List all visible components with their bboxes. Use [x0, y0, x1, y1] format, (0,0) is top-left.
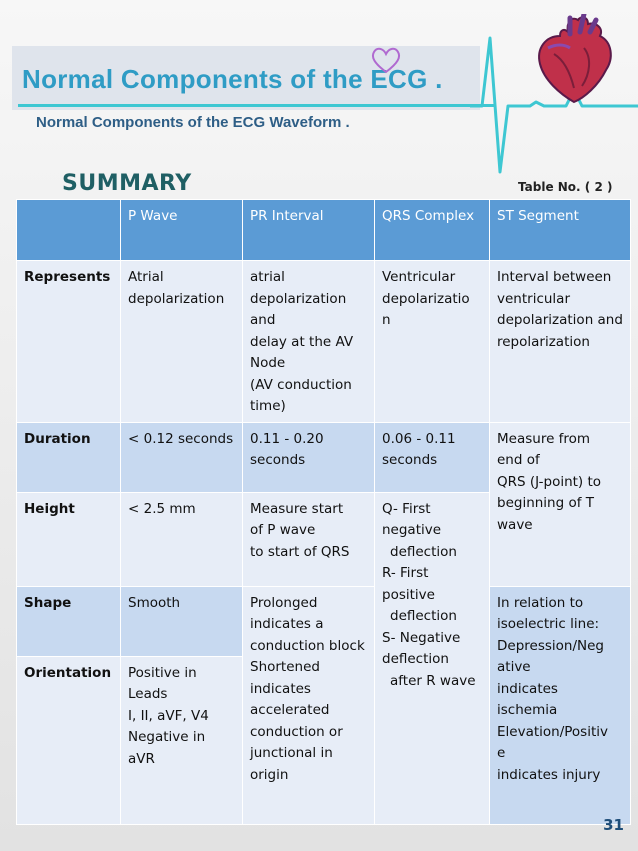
cell-line: ative — [497, 659, 531, 675]
cell-duration-height-st — [490, 422, 631, 586]
page-number: 31 — [603, 816, 624, 834]
cell-line: deflection — [382, 651, 449, 667]
cell-orientation-p-wave — [121, 656, 243, 824]
cell-line: to start of QRS — [250, 543, 350, 560]
cell-line: atrial — [250, 269, 285, 285]
cell-shape-orientation-st — [490, 586, 631, 824]
header-cell-p-wave: P Wave — [121, 200, 243, 261]
cell-line: Elevation/Positiv — [497, 723, 608, 740]
cell-line: indicates — [250, 680, 311, 697]
row-label-represents: Represents — [17, 261, 121, 423]
ecg-components-table — [16, 199, 631, 825]
cell-line: accelerated — [250, 702, 330, 718]
row-label-orientation: Orientation — [17, 656, 121, 824]
cell-line: wave — [497, 516, 533, 533]
summary-label: SUMMARY — [62, 171, 192, 196]
cell-line: Negative in — [128, 729, 206, 745]
cell-line: delay at the AV — [250, 333, 354, 350]
cell-line: S- Negative — [382, 629, 461, 646]
row-label-duration: Duration — [17, 422, 121, 492]
cell-line: Prolonged — [250, 594, 318, 611]
cell-height-pr-interval — [243, 492, 375, 586]
cell-line: Leads — [128, 686, 168, 702]
cell-duration-p-wave: < 0.12 seconds — [121, 422, 243, 492]
row-label-shape: Shape — [17, 586, 121, 656]
page-subtitle: Normal Components of the ECG Waveform . — [36, 114, 350, 131]
cell-represents-st: Interval between ventricular depolarization and repolarization — [490, 261, 631, 423]
cell-duration-qrs: 0.06 - 0.11 seconds — [375, 422, 490, 492]
cell-line: end of — [497, 452, 540, 468]
cell-line: I, II, aVF, V4 — [128, 707, 209, 724]
cell-line: time) — [250, 398, 286, 414]
header-cell-empty — [17, 200, 121, 261]
cell-line: ischemia — [497, 702, 558, 718]
heart-outline-icon — [370, 46, 402, 74]
header-cell-pr-interval: PR Interval — [243, 200, 375, 261]
table-row-shape — [17, 586, 631, 656]
cell-line: indicates a — [250, 616, 324, 632]
page-title: Normal Components of the ECG . — [22, 64, 443, 94]
cell-line: conduction block — [250, 637, 365, 654]
cell-line: Shortened — [250, 659, 320, 675]
cell-line: negative — [382, 522, 442, 538]
cell-line: origin — [250, 766, 289, 783]
cell-line: Depression/Neg — [497, 637, 604, 654]
cell-represents-qrs: Ventricular depolarizatio n — [375, 261, 490, 423]
cell-line: R- First — [382, 565, 429, 581]
cell-line: In relation to — [497, 594, 584, 611]
cell-line: Measure start — [250, 500, 344, 517]
cell-line: Positive in — [128, 664, 197, 681]
table-row-represents — [17, 261, 631, 423]
cell-represents-p-wave: Atrial depolarization — [121, 261, 243, 423]
cell-line: positive — [382, 586, 435, 603]
cell-line: isoelectric line: — [497, 616, 600, 632]
cell-height-shape-orientation-qrs — [375, 492, 490, 824]
table-number: Table No. ( 2 ) — [518, 180, 613, 194]
header-cell-st-segment: ST Segment — [490, 200, 631, 261]
cell-represents-pr-interval — [243, 261, 375, 423]
cell-line: deflection — [390, 543, 457, 560]
cell-line: of P wave — [250, 522, 316, 538]
cell-line: depolarization — [250, 290, 347, 307]
cell-shape-p-wave: Smooth — [121, 586, 243, 656]
cell-line: aVR — [128, 750, 155, 767]
cell-line: and — [250, 312, 276, 328]
header-cell-qrs-complex: QRS Complex — [375, 200, 490, 261]
row-label-height: Height — [17, 492, 121, 586]
cell-line: (AV conduction — [250, 376, 352, 393]
table-row-duration — [17, 422, 631, 492]
cell-height-p-wave: < 2.5 mm — [121, 492, 243, 586]
cell-shape-orientation-pr-interval — [243, 586, 375, 824]
table-header-row — [17, 200, 631, 261]
cell-line: indicates — [497, 680, 558, 697]
anatomical-heart-icon — [530, 14, 620, 104]
cell-line: junctional in — [250, 745, 333, 761]
cell-line: Q- First — [382, 500, 431, 517]
cell-duration-pr-interval: 0.11 - 0.20 seconds — [243, 422, 375, 492]
cell-line: conduction or — [250, 723, 343, 740]
cell-line: indicates injury — [497, 766, 601, 783]
cell-line: Node — [250, 355, 286, 371]
cell-line: Measure from — [497, 430, 591, 447]
cell-line: e — [497, 745, 506, 761]
cell-line: QRS (J-point) to — [497, 473, 602, 490]
cell-line: after R wave — [390, 672, 476, 689]
title-underline — [18, 104, 496, 107]
cell-line: beginning of T — [497, 495, 595, 511]
cell-line: deflection — [390, 608, 457, 624]
